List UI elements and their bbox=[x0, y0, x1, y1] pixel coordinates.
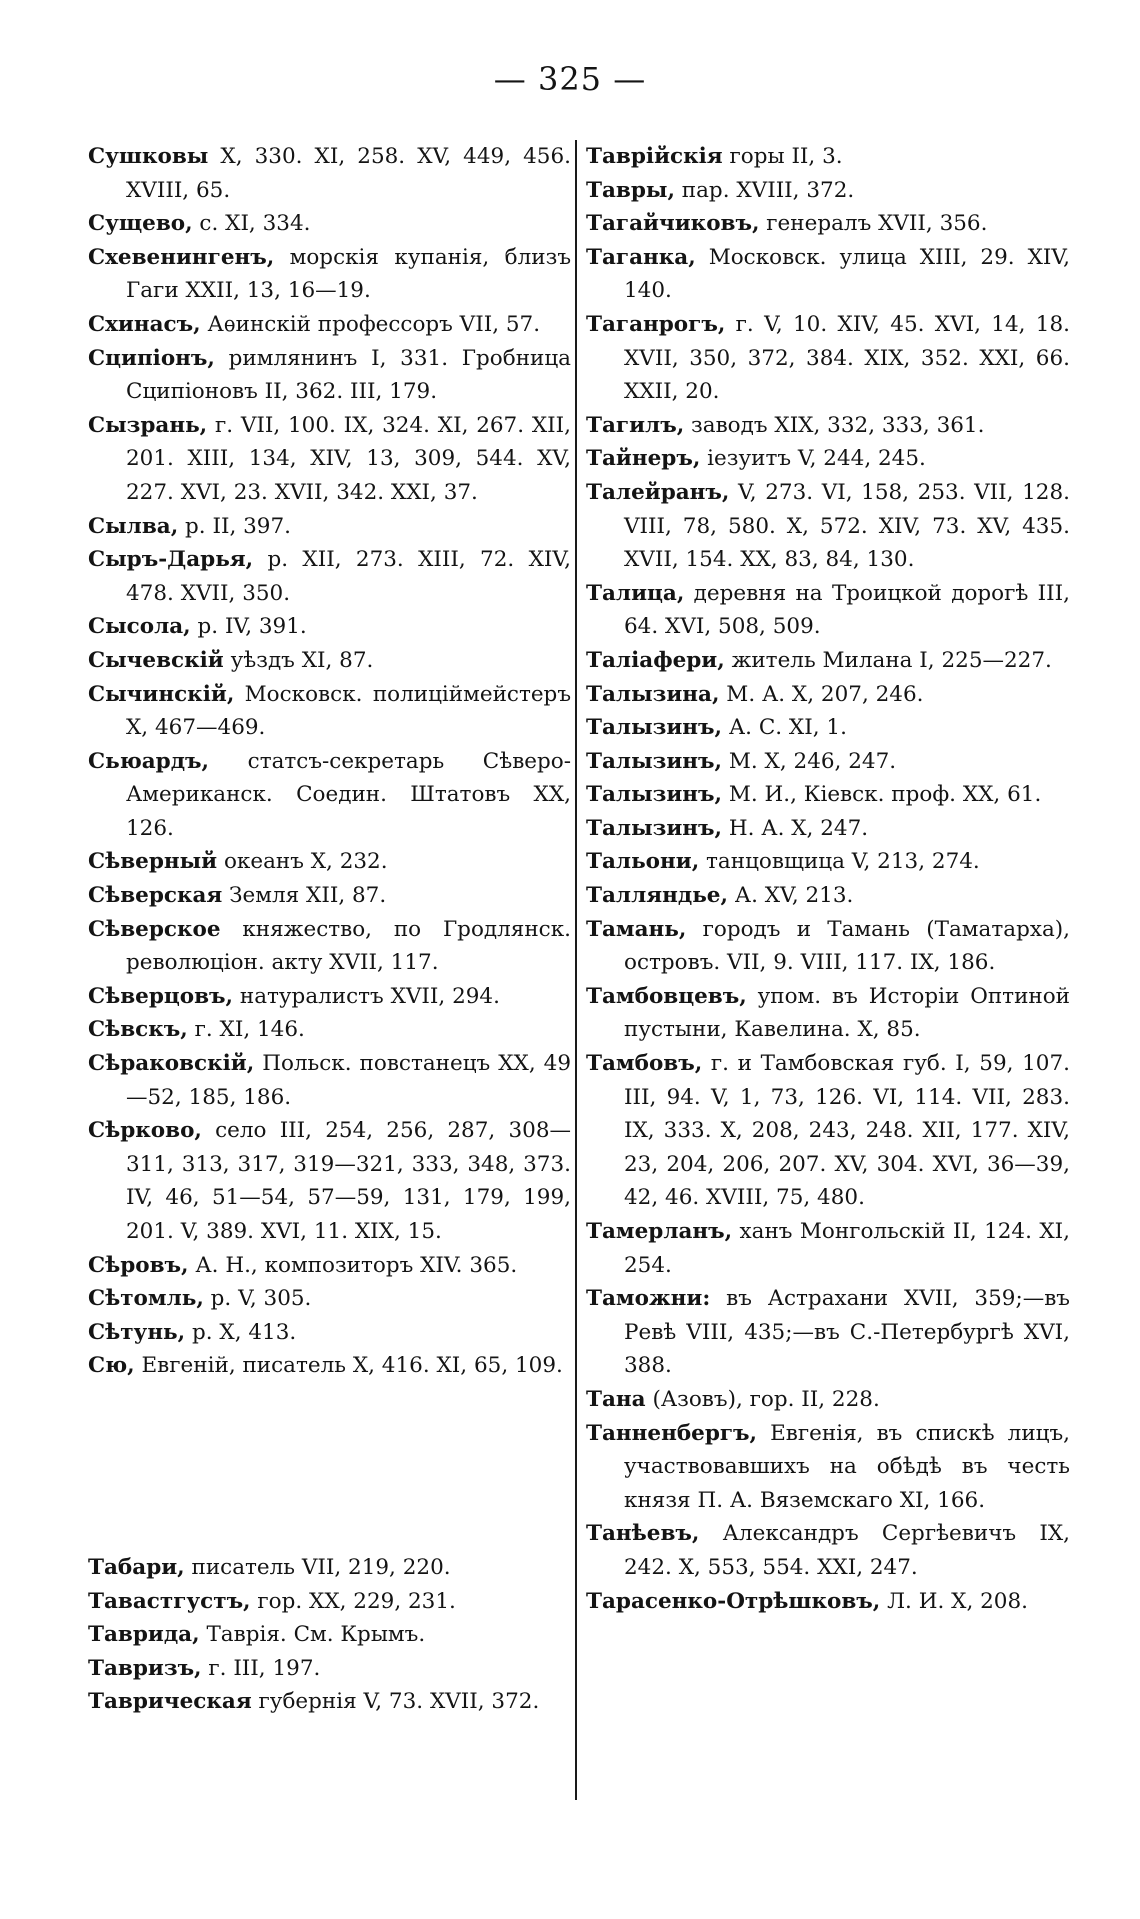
entry-heading: Сѣраковскій, bbox=[88, 1051, 255, 1077]
entry-heading: Таваcтгустъ, bbox=[88, 1588, 251, 1614]
index-entry bbox=[586, 140, 1070, 174]
index-entry bbox=[586, 1047, 1070, 1215]
entry-heading: Тамерланъ, bbox=[586, 1219, 733, 1244]
index-entry bbox=[586, 207, 1070, 241]
entry-references: Польск. повстанецъ XX, 49—52, 185, 186. bbox=[126, 1051, 571, 1110]
index-entry bbox=[88, 1618, 571, 1652]
index-entry bbox=[88, 1585, 571, 1619]
section-gap bbox=[88, 1383, 571, 1551]
entry-heading: Таліафери, bbox=[586, 647, 725, 673]
entry-references: г. III, 197. bbox=[201, 1655, 321, 1681]
index-entry bbox=[88, 409, 571, 510]
index-entry bbox=[88, 510, 571, 544]
entry-references: ханъ Монгольскій II, 124. XI, 254. bbox=[624, 1219, 1070, 1278]
entry-references: Евгенія, въ спискѣ лицъ, участвовавшихъ на обѣдѣ въ честь князя П. А. Вяземскаго XI, 166. bbox=[624, 1420, 1070, 1513]
index-entry bbox=[586, 980, 1070, 1047]
index-entry bbox=[586, 308, 1070, 409]
entry-references: А. Н., композиторъ XIV. 365. bbox=[188, 1252, 518, 1278]
entry-heading: Таврійскія bbox=[586, 144, 723, 169]
entry-references: г. V, 10. XIV, 45. XVI, 14, 18. XVII, 350, 372, 384. XIX, 352. XXI, 66. XXII, 20. bbox=[624, 311, 1070, 405]
entry-heading: Тана bbox=[586, 1386, 646, 1412]
column-divider bbox=[575, 140, 577, 1800]
entry-references: океанъ X, 232. bbox=[217, 849, 388, 875]
page-number: — 325 — bbox=[493, 60, 647, 98]
entry-references: римлянинъ I, 331. Гробница Сципіоновъ II, 362. III, 179. bbox=[126, 345, 571, 405]
entry-heading: Тавризъ, bbox=[88, 1655, 202, 1681]
entry-heading: Сѣрково, bbox=[88, 1118, 202, 1144]
entry-references: деревня на Троицкой дорогѣ III, 64. XVI, 508, 509. bbox=[624, 580, 1070, 640]
entry-references: Земля XII, 87. bbox=[222, 883, 387, 909]
entry-heading: Таврида, bbox=[88, 1622, 200, 1648]
index-entry bbox=[586, 1417, 1070, 1518]
entry-heading: Сѣровъ, bbox=[88, 1252, 189, 1278]
entry-heading: Сѣтомль, bbox=[88, 1286, 204, 1312]
entry-heading: Сущево, bbox=[88, 211, 193, 237]
entry-heading: Сылва, bbox=[88, 513, 179, 539]
index-entry bbox=[586, 409, 1070, 443]
entry-heading: Талица, bbox=[586, 580, 685, 606]
index-entry bbox=[586, 1383, 1070, 1417]
index-entry bbox=[586, 476, 1070, 577]
index-entry bbox=[586, 678, 1070, 712]
entry-heading: Талляндье, bbox=[586, 883, 728, 909]
entry-references: М. И., Кіевск. проф. XX, 61. bbox=[722, 782, 1042, 808]
entry-heading: Таганрогъ, bbox=[586, 311, 726, 337]
index-entry bbox=[88, 241, 571, 308]
index-entry bbox=[88, 140, 571, 207]
entry-references: М. X, 246, 247. bbox=[722, 748, 897, 774]
index-entry bbox=[88, 1114, 571, 1248]
entry-references: V, 273. VI, 158, 253. VII, 128. VIII, 78, 580. X, 572. XIV, 73. XV, 435. XVII, 154. XX, 83, 84, 130. bbox=[624, 479, 1070, 573]
entry-heading: Сычевскій bbox=[88, 647, 224, 673]
entry-references: Евгеній, писатель X, 416. XI, 65, 109. bbox=[134, 1353, 563, 1379]
entry-heading: Тамбовцевъ, bbox=[586, 983, 747, 1009]
entry-heading: Сю, bbox=[88, 1353, 135, 1379]
entry-heading: Сычинскій, bbox=[88, 681, 235, 707]
entry-references: село III, 254, 256, 287, 308—311, 313, 317, 319—321, 333, 348, 373. IV, 46, 51—54, 57—59, 131, 179, 199, 201. V, 389. XVI, 11. XIX, 15. bbox=[126, 1118, 571, 1244]
index-entry bbox=[88, 1349, 571, 1383]
entry-heading: Талызинъ, bbox=[586, 715, 723, 741]
index-entry bbox=[586, 711, 1070, 745]
index-entry bbox=[88, 610, 571, 644]
index-entry bbox=[586, 1215, 1070, 1282]
index-entry bbox=[88, 308, 571, 342]
index-entry bbox=[88, 1652, 571, 1686]
entry-heading: Таганка, bbox=[586, 244, 696, 270]
index-entry bbox=[88, 1685, 571, 1719]
entry-heading: Талызинъ, bbox=[586, 782, 723, 808]
entry-references: р. X, 413. bbox=[185, 1319, 297, 1345]
index-entries-t-continued bbox=[586, 140, 1070, 1618]
entry-references: р. II, 397. bbox=[178, 513, 291, 539]
entry-references: X, 330. XI, 258. XV, 449, 456. XVIII, 65. bbox=[126, 144, 571, 203]
index-entry bbox=[88, 207, 571, 241]
entry-heading: Тамань, bbox=[586, 916, 687, 942]
index-entry bbox=[88, 1551, 571, 1585]
index-entry bbox=[586, 644, 1070, 678]
entry-references: г. и Тамбовская губ. I, 59, 107. III, 94. V, 1, 73, 126. VI, 114. VII, 283. IX, 333. X, 208, 243, 248. XII, 177. XIV, 23, 204, 206, 207. XV, 304. XVI, 36—39, 42, 46. XVIII, 75, 480. bbox=[624, 1051, 1070, 1211]
entry-heading: Сѣверцовъ, bbox=[88, 983, 234, 1009]
entry-heading: Сушковы bbox=[88, 144, 209, 169]
entry-references: с. XI, 334. bbox=[192, 211, 311, 237]
index-entry bbox=[586, 778, 1070, 812]
entry-references: княжество, по Гродлянск. революціон. акту XVII, 117. bbox=[126, 916, 571, 976]
index-entries-s bbox=[88, 140, 571, 1383]
entry-heading: Сѣверское bbox=[88, 916, 221, 942]
index-entry bbox=[586, 879, 1070, 913]
index-entry bbox=[586, 812, 1070, 846]
entry-references: Н. А. X, 247. bbox=[722, 815, 869, 841]
entry-heading: Талейранъ, bbox=[586, 479, 730, 505]
entry-references: морскія купанія, близъ Гаги XXII, 13, 16—19. bbox=[126, 244, 571, 304]
entry-references: р. V, 305. bbox=[203, 1286, 312, 1312]
index-entry bbox=[586, 845, 1070, 879]
index-entry bbox=[586, 241, 1070, 308]
index-entry bbox=[88, 745, 571, 846]
entry-references: М. А. X, 207, 246. bbox=[719, 681, 924, 707]
entry-references: р. XII, 273. XIII, 72. XIV, 478. XVII, 350. bbox=[126, 547, 571, 606]
entry-references: іезуитъ V, 244, 245. bbox=[700, 446, 926, 472]
entry-references: р. IV, 391. bbox=[190, 614, 307, 640]
index-entry bbox=[88, 1047, 571, 1114]
entry-heading: Сызрань, bbox=[88, 412, 208, 438]
entry-heading: Талызина, bbox=[586, 681, 720, 707]
index-entry bbox=[88, 678, 571, 745]
entry-heading: Таможни: bbox=[586, 1286, 711, 1312]
entry-heading: Танненбергъ, bbox=[586, 1420, 758, 1446]
entry-heading: Сыръ-Дарья, bbox=[88, 547, 254, 573]
entry-heading: Тагилъ, bbox=[586, 412, 685, 438]
index-entry bbox=[586, 913, 1070, 980]
entry-references: житель Милана I, 225—227. bbox=[724, 647, 1052, 673]
entry-heading: Табари, bbox=[88, 1554, 185, 1580]
entry-heading: Талызинъ, bbox=[586, 815, 723, 841]
entry-heading: Схевенингенъ, bbox=[88, 244, 275, 270]
entry-references: танцовщица V, 213, 274. bbox=[699, 849, 980, 875]
entry-heading: Сѣверская bbox=[88, 883, 223, 909]
entry-heading: Сѣвскъ, bbox=[88, 1017, 188, 1043]
index-entry bbox=[586, 745, 1070, 779]
entry-heading: Сьюардъ, bbox=[88, 748, 210, 774]
entry-references: упом. въ Исторіи Оптиной пустыни, Кавелина. X, 85. bbox=[624, 983, 1070, 1043]
index-entry bbox=[586, 174, 1070, 208]
entry-heading: Тальони, bbox=[586, 849, 700, 875]
index-entry bbox=[586, 442, 1070, 476]
index-entry bbox=[586, 1282, 1070, 1383]
entry-references: А. С. XI, 1. bbox=[722, 715, 847, 741]
index-entry bbox=[586, 1585, 1070, 1619]
index-entries-t bbox=[88, 1551, 571, 1719]
entry-heading: Талызинъ, bbox=[586, 748, 723, 774]
index-entry bbox=[88, 879, 571, 913]
index-entry bbox=[88, 543, 571, 610]
entry-heading: Сѣверный bbox=[88, 849, 218, 875]
entry-heading: Схинасъ, bbox=[88, 311, 201, 337]
entry-references: (Азовъ), гор. II, 228. bbox=[645, 1386, 880, 1412]
index-entry bbox=[586, 1517, 1070, 1584]
entry-references: Московск. полиціймейстеръ X, 467—469. bbox=[126, 681, 571, 741]
index-entry bbox=[88, 1316, 571, 1350]
entry-references: генералъ XVII, 356. bbox=[759, 211, 988, 237]
index-entry bbox=[88, 1249, 571, 1283]
entry-references: Московск. улица XIII, 29. XIV, 140. bbox=[624, 244, 1070, 304]
entry-references: заводъ XIX, 332, 333, 361. bbox=[684, 412, 985, 438]
entry-heading: Танѣевъ, bbox=[586, 1521, 700, 1547]
entry-references: губернія V, 73. XVII, 372. bbox=[251, 1689, 540, 1715]
entry-references: А. XV, 213. bbox=[727, 883, 854, 909]
index-entry bbox=[88, 980, 571, 1014]
entry-heading: Тарасенко-Отрѣшковъ, bbox=[586, 1588, 881, 1614]
entry-references: въ Астрахани XVII, 359;—въ Ревѣ VIII, 435;—въ С.-Петербургѣ XVI, 388. bbox=[624, 1286, 1070, 1379]
entry-references: уѣздъ XI, 87. bbox=[223, 647, 374, 673]
entry-references: г. XI, 146. bbox=[187, 1017, 305, 1043]
left-column bbox=[88, 140, 571, 1719]
entry-references: г. VII, 100. IX, 324. XI, 267. XII, 201. XIII, 134, XIV, 13, 309, 544. XV, 227. XVI, 23. XVII, 342. XXI, 37. bbox=[126, 412, 571, 505]
entry-references: Аѳинскій профессоръ VII, 57. bbox=[200, 311, 541, 337]
entry-references: статсъ-секретарь Сѣверо-Американск. Соедин. Штатовъ XX, 126. bbox=[126, 748, 571, 841]
entry-heading: Сѣтунь, bbox=[88, 1319, 186, 1345]
entry-references: пар. XVIII, 372. bbox=[674, 177, 855, 203]
entry-references: городъ и Тамань (Таматарха), островъ. VII, 9. VIII, 117. IX, 186. bbox=[624, 916, 1070, 976]
entry-heading: Тамбовъ, bbox=[586, 1051, 703, 1077]
entry-references: Л. И. X, 208. bbox=[880, 1588, 1028, 1614]
entry-heading: Сысола, bbox=[88, 614, 191, 640]
index-entry bbox=[88, 1282, 571, 1316]
entry-references: Таврія. См. Крымъ. bbox=[199, 1622, 426, 1648]
entry-heading: Тайнеръ, bbox=[586, 446, 701, 472]
entry-heading: Тавры, bbox=[586, 177, 675, 203]
entry-references: горы II, 3. bbox=[722, 144, 843, 169]
entry-references: Александръ Сергѣевичъ IX, 242. X, 553, 554. XXI, 247. bbox=[624, 1521, 1070, 1580]
index-entry bbox=[88, 342, 571, 409]
entry-references: натуралистъ XVII, 294. bbox=[233, 983, 500, 1009]
right-column bbox=[586, 140, 1070, 1618]
index-entry bbox=[88, 1013, 571, 1047]
entry-heading: Сципіонъ, bbox=[88, 345, 215, 371]
entry-heading: Тагайчиковъ, bbox=[586, 211, 760, 237]
index-entry bbox=[88, 644, 571, 678]
index-entry bbox=[586, 577, 1070, 644]
entry-references: писатель VII, 219, 220. bbox=[184, 1554, 451, 1580]
entry-references: гор. XX, 229, 231. bbox=[250, 1588, 456, 1614]
index-entry bbox=[88, 845, 571, 879]
index-entry bbox=[88, 913, 571, 980]
entry-heading: Таврическая bbox=[88, 1689, 252, 1715]
